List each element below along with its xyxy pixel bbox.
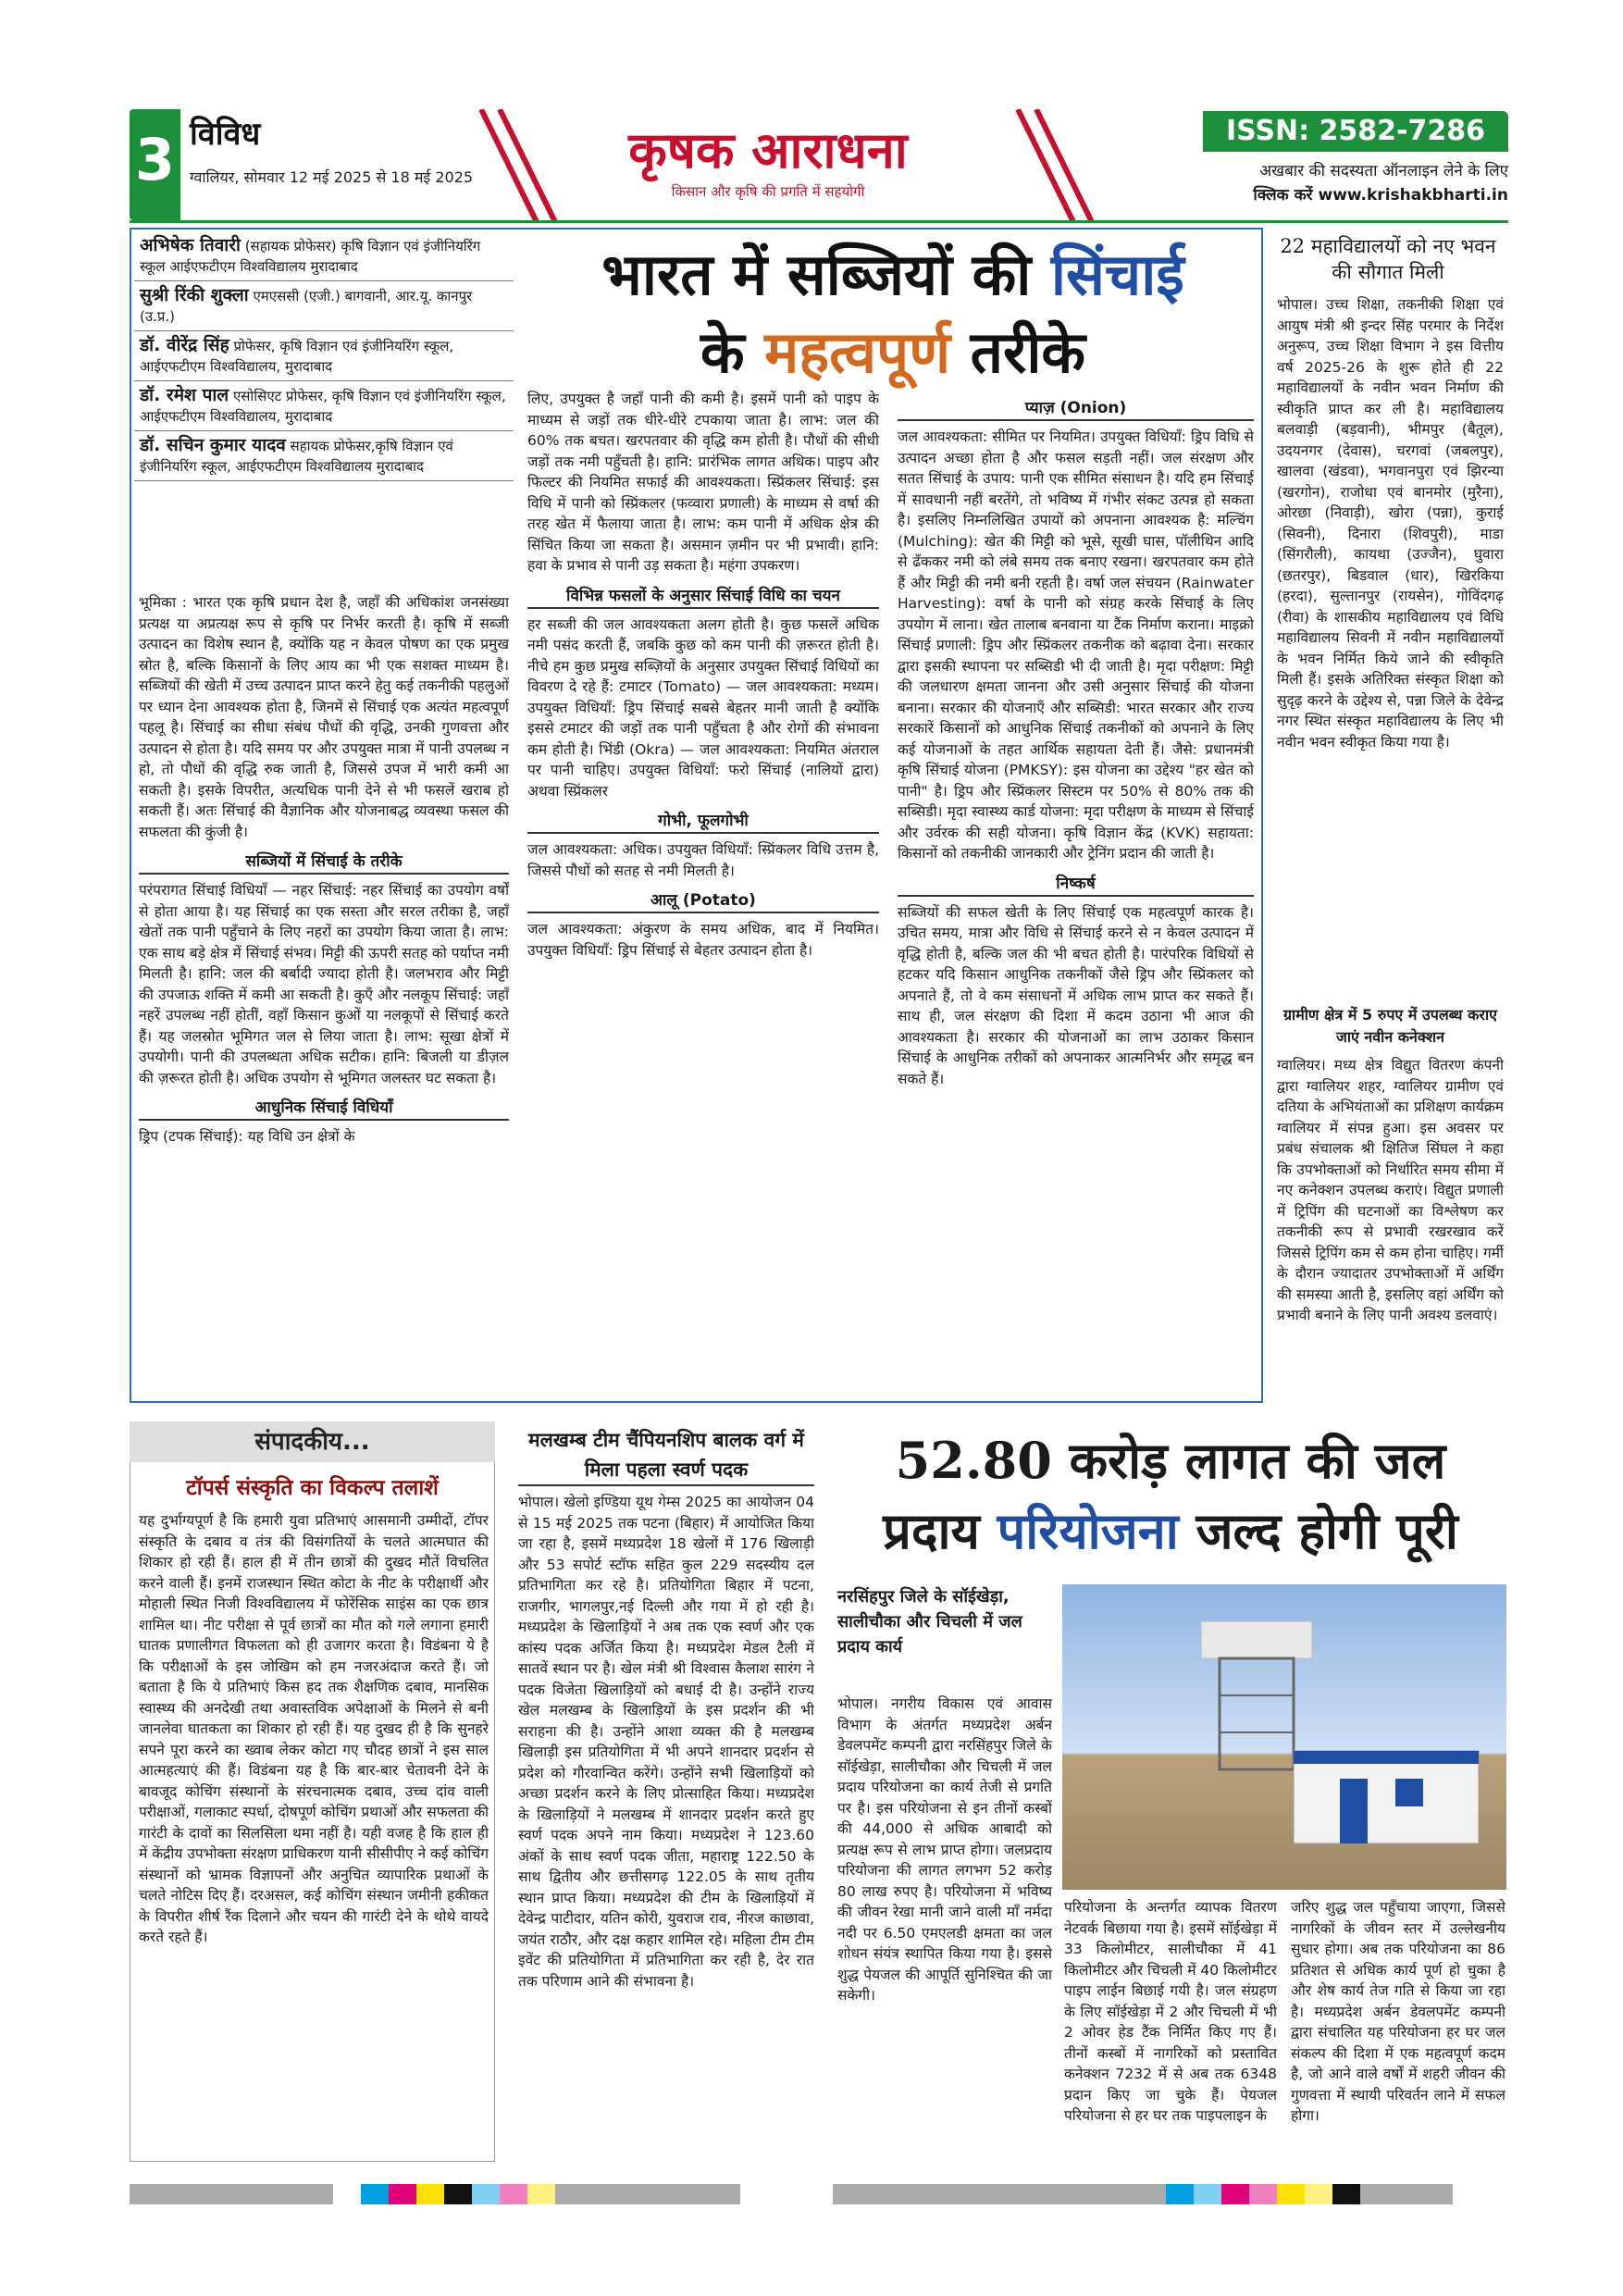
right-article-body: भोपाल। उच्च शिक्षा, तकनीकी शिक्षा एवं आयुष मंत्री श्री इन्दर सिंह परमार के निर्देश अनुरूप, उच्च शिक्षा विभाग ने इस वित्तीय वर्ष 2025-26 के शुरू होते ही 22 महाविद्यालयों के नवीन भवन निर्माण की स्वीकृति प्राप्त कर ली है। महाविद्यालय बलवाड़ी (बड़वानी), भीमपुर (बैतूल), उदयनगर (देवास), चरगवां (जबलपुर), खालवा (खंडवा), भगवानपुरा एवं झिरन्या (खरगोन), राजोधा एवं बानमोर (मुरैना), ओरछा (निवाड़ी), खोरा (पन्ना), कुराई (सिवनी), दिनारा (शिवपुरी), माडा (सिंगरौली), कायथा (उज्जैन), घुवारा (छतरपुर), बिडवाल (धार), खिरकिया (हरदा), सुल्तानपुर (रायसेन), गोविंदगढ़ (रीवा) के शासकीय महाविद्यालय एवं विधि महाविद्यालय सिवनी में नवीन महाविद्यालयों के भवन निर्मित किये जाने की स्वीकृति मिली हैं। इसके अतिरिक्त संस्कृत शिक्षा को सुदृढ़ करने के उद्देश्य से, पन्ना जिले के देवेन्द्र नगर स्थित संस्कृत महाविद्यालय के लिए भी नवीन भवन स्वीकृत किया गया है। xyxy=(1277,296,1504,751)
right-article-title: 22 महाविद्यालयों को नए भवन की सौगात मिली xyxy=(1280,235,1496,283)
header-rule xyxy=(130,220,1508,223)
website-link[interactable]: क्लिक करें www.krishakbharti.in xyxy=(1253,186,1508,205)
main-col-2: लिए, उपयुक्त है जहाँ पानी की कमी है। इसमें पानी को पाइप के माध्यम से जड़ों तक धीरे-धीरे टपकाया जाता है। लाभ: जल की 60% तक बचत। खरपतवार की वृद्धि कम होती है। पौधों की सीधी जड़ों तक नमी पहुँचती है। हानि: प्रारंभिक लागत अधिक। पाइप और फिल्टर की नियमित सफाई की आवश्यकता। स्प्रिंकलर सिंचाई: इस विधि में पानी को स्प्रिंकलर (फव्वारा प्रणाली) के माध्यम से वर्षा की तरह खेत में फैलाया जाता है। लाभ: कम पानी में अधिक क्षेत्र की सिंचित किया जा सकता है। असमान ज़मीन पर भी प्रभावी। हानि: हवा के प्रभाव से पानी उड़ सकता है। महंगा उपकरण। विभिन्न फसलों के अनुसार सिंचाई विधि का चयन हर सब्जी की जल आवश्यकता अलग होती है। कुछ फसलें अधिक नमी पसंद करती हैं, जबकि कुछ को कम पानी की ज़रूरत होती है। नीचे हम कुछ प्रमुख सब्ज़ियों के अनुसार उपयुक्त सिंचाई विधियों का विवरण दे रहे हैं: टमाटर (Tomato) — जल आवश्यकता: मध्यम। उपयुक्त विधियाँ: ड्रिप सिंचाई सबसे बेहतर मानी जाती है क्योंकि इससे टमाटर की जड़ों तक पानी पहुँचता है और रोगों की संभावना कम होती है। भिंडी (Okra) — जल आवश्यकता: नियमित अंतराल पर पानी चाहिए। उपयुक्त विधियाँ: फरो सिंचाई (नालियों द्वारा) अथवा स्प्रिंकलर गोभी, फूलगोभी जल आवश्यकता: अधिक। उपयुक्त विधियाँ: स्प्रिंकलर विधि उत्तम है, जिससे पौधों को सतह से नमी मिलती है। आलू (Potato) जल आवश्यकता: अंकुरण के समय अधिक, बाद में नियमित। उपयुक्त विधियाँ: ड्रिप सिंचाई से बेहतर उत्पादन होता है। xyxy=(527,391,879,959)
author: डॉ. सचिन कुमार यादव सहायक प्रोफेसर,कृषि विज्ञान एवं इंजीनियरिंग स्कूल, आईएफटीएम विश्वविद्यालय मुरादाबाद xyxy=(134,431,514,481)
header-stripes-right xyxy=(981,109,1147,222)
color-registration-bar-left xyxy=(130,2184,796,2204)
author: सुश्री रिंकी शुक्ला एमएससी (एजी.) बागवानी, आर.यू. कानपुर (उ.प्र.) xyxy=(134,281,514,331)
masthead-logo: कृषक आराधना xyxy=(628,120,908,180)
section-name: विविध xyxy=(190,116,261,153)
water-headline: 52.80 करोड़ लागत की जल प्रदाय परियोजना जल्द होगी पूरी xyxy=(883,1431,1458,1560)
right-article2-title: ग्रामीण क्षेत्र में 5 रुपए में उपलब्ध कराए जाएं नवीन कनेक्शन xyxy=(1283,1006,1497,1046)
editorial-title: टॉपर्स संस्कृति का विकल्प तलाशें xyxy=(186,1476,439,1500)
water-tank-photo xyxy=(1062,1584,1506,1890)
page-number: 3 xyxy=(130,109,180,220)
main-col-1: भूमिका : भारत एक कृषि प्रधान देश है, जहाँ की अधिकांश जनसंख्या प्रत्यक्ष या अप्रत्यक्ष रूप से कृषि पर निर्भर करती है। कृषि में सब्जी उत्पादन का विशेष स्थान है, क्योंकि यह न केवल पोषण का एक प्रमुख स्रोत है, बल्कि किसानों के लिए आय का भी एक सशक्त माध्यम है। सब्जियों की खेती में उच्च उत्पादन प्राप्त करने हेतु कई तकनीकी पहलुओं पर ध्यान देना आवश्यक होता है, जिनमें से सिंचाई एक अत्यंत महत्वपूर्ण पहलू है। सिंचाई का सीधा संबंध पौधों की वृद्धि, उनकी गुणवत्ता और उत्पादन से होता है। यदि समय पर और उपयुक्त मात्रा में पानी उपलब्ध न हो, तो पौधों की वृद्धि रुक जाती है, जिससे उपज में भारी कमी आ सकती है। इसके विपरीत, अत्यधिक पानी देने से भी फसलें खराब हो सकती हैं। अतः सिंचाई की वैज्ञानिक और योजनाबद्ध व्यवस्था फसल की सफलता की कुंजी है। सब्जियों में सिंचाई के तरीके परंपरागत सिंचाई विधियाँ — नहर सिंचाई: नहर सिंचाई का उपयोग वर्षों से होता आया है। यह सिंचाई का एक सस्ता और सरल तरीका है, जहाँ खेतों तक पानी पहुँचाने के लिए नहरों का उपयोग किया जाता है। लाभ: एक साथ बड़े क्षेत्र में सिंचाई संभव। मिट्टी की ऊपरी सतह को पर्याप्त नमी मिलती है। हानि: जल की बर्बादी ज्यादा होती है। जलभराव और मिट्टी की उपजाऊ शक्ति में कमी आ सकती है। कुएँ और नलकूप सिंचाई: जहाँ नहरें उपलब्ध नहीं होतीं, वहाँ किसान कुओं या नलकूपों से सिंचाई करते हैं। यह जलस्रोत भूमिगत जल से लिया जाता है। लाभ: सूखा क्षेत्रों में उपयोगी। पानी की उपलब्धता अधिक सटीक। हानि: बिजली या डीज़ल की ज़रूरत होती है। अधिक उपयोग से भूमिगत जलस्तर घट सकता है। आधुनिक सिंचाई विधियाँ ड्रिप (टपक सिंचाई): यह विधि उन क्षेत्रों के xyxy=(139,594,509,1145)
mallakhamb-title: मलखम्ब टीम चैंपियनशिप बालक वर्ग में मिला पहला स्वर्ण पदक xyxy=(518,1425,814,1486)
editorial-kicker: संपादकीय... xyxy=(130,1421,495,1462)
author: डॉ. वीरेंद्र सिंह प्रोफेसर, कृषि विज्ञान एवं इंजीनियरिंग स्कूल, आईएफटीएम विश्वविद्यालय, मुरादाबाद xyxy=(134,331,514,381)
water-tank-illustration xyxy=(1062,1584,1506,1890)
right-article2-body: ग्वालियर। मध्य क्षेत्र विद्युत वितरण कंपनी द्वारा ग्वालियर शहर, ग्वालियर ग्रामीण एवं दतिया के अभियंताओं का प्रशिक्षण कार्यक्रम ग्वालियर में संपन्न हुआ। इस अवसर पर प्रबंध संचालक श्री क्षितिज सिंघल ने कहा कि उपभोक्ताओं को निर्धारित समय सीमा में नए कनेक्शन उपलब्ध कराएं। विद्युत प्रणाली में ट्रिपिंग की घटनाओं का विश्लेषण कर तकनीकी रूप से प्रभावी रखरखाव करें जिससे ट्रिपिंग कम से कम होना चाहिए। गर्मी के दौरान ज्यादातर उपभोक्ताओं में अर्थिंग की समस्या आती है, इसलिए वहां अर्थिंग को प्रभावी बनाने के लिए पानी अवश्य डलवाएं। xyxy=(1277,1057,1504,1323)
dateline: ग्वालियर, सोमवार 12 मई 2025 से 18 मई 2025 xyxy=(190,168,474,186)
mallakhamb-body: भोपाल। खेलो इण्डिया यूथ गेम्स 2025 का आयोजन 04 से 15 मई 2025 तक पटना (बिहार) में आयोजित किया जा रहा है, इसमें मध्यप्रदेश 18 खेलों में 176 खिलाड़ी और 53 सपोर्ट स्टॉफ सहित कुल 229 सदस्यीय दल प्रतिभागिता कर रहे है। प्रतियोगिता बिहार में पटना, राजगीर, भागलपुर,नई दिल्ली और गया में हो रही है। मध्यप्रदेश के खिलाड़ियों ने अब तक एक स्वर्ण और एक कांस्य पदक अर्जित किया है। मध्यप्रदेश मेडल टैली में सातवें स्थान पर है। खेल मंत्री श्री विश्वास कैलाश सारंग ने पदक विजेता खिलाड़ियों को बधाई दी है। उन्होंने राज्य खेल मलखम्ब के खिलाड़ियों के इस प्रदर्शन की भी सराहना की है। उन्होंने आशा व्यक्त की है मलखम्ब खिलाड़ी इस प्रतियोगिता में भी अपने शानदार प्रदर्शन से प्रदेश को गौरवान्वित करेंगे। उन्होंने सभी खिलाड़ियों को अच्छा प्रदर्शन करने के लिए प्रोत्साहित किया। मध्यप्रदेश के खिलाड़ियों ने मलखम्ब में शानदार प्रदर्शन करते हुए स्वर्ण पदक अपने नाम किया। मध्यप्रदेश ने 123.60 अंकों के साथ स्वर्ण पदक जीता, महाराष्ट्र 122.50 के साथ द्वितीय और छत्तीसगढ़ 122.05 के साथ तृतीय स्थान प्राप्त किया। मध्यप्रदेश की टीम के खिलाड़ियों में देवेन्द्र पाटीदार, यतिन कोरी, युवराज राव, नीरज काछावा, जयंत राठौर, और दक्ष कहार शामिल रहे। महिला टीम टीम इवेंट की प्रतियोगिता में प्रतिभागिता कर रही है, देर रात तक परिणाम आने की संभावना है। xyxy=(518,1494,814,1990)
editorial-body: यह दुर्भाग्यपूर्ण है कि हमारी युवा प्रतिभाएं आसमानी उम्मीदों, टॉपर संस्कृति के दबाव व तंत्र की विसंगतियों के चलते आत्मघात की शिकार हो रही हैं। हाल ही में तीन छात्रों की दुखद मौतें विचलित करने वाली हैं। इनमें राजस्थान स्थित कोटा के नीट के परीक्षार्थी और मोहाली स्थित निजी विश्वविद्यालय में फोरेंसिक साइंस का एक छात्र शामिल था। नीट परीक्षा से पूर्व छात्रों का मौत को गले लगाना हमारी घातक प्रणालीगत विफलता को ही उजागर करता है। विडंबना ये है कि परीक्षाओं के इस जोखिम को हम नजरअंदाज करते हैं। जो बताता है कि ये प्रतिभाएं किस हद तक शैक्षणिक दबाव, मानसिक स्वास्थ्य की अनदेखी तथा अवास्तविक अपेक्षाओं के मिलने से बनी जानलेवा घातकता का शिकार हो रही हैं। यह दुखद ही है कि सुनहरे सपने पूरा करने का ख्वाब लेकर कोटा गए चौदह छात्रों ने इस साल आत्महत्याएं की हैं। विडंबना यह है कि बार-बार चेतावनी देने के बावजूद कोचिंग संस्थानों के संरचनात्मक दबाव, उच्च दांव वाली परीक्षाओं, गलाकाट स्पर्धा, दोषपूर्ण कोचिंग प्रथाओं और सफलता की गारंटी के दावों का सिलसिला थमा नहीं है। यही वजह है कि हाल ही में केंद्रीय उपभोक्ता संरक्षण प्राधिकरण यानी सीसीपीए ने कई कोचिंग संस्थानों को भ्रामक विज्ञापनों और अनुचित व्यापारिक प्रथाओं के चलते नोटिस दिए हैं। दरअसल, कई कोचिंग संस्थान जमीनी हकीकत के विपरीत शीर्ष रैंक दिलाने और चयन की गारंटी देने के थोथे वायदे करते रहते हैं। xyxy=(139,1512,489,1945)
water-col-2: परियोजना के अन्तर्गत व्यापक वितरण नेटवर्क बिछाया गया है। इसमें सॉईखेड़ा में 33 किलोमीटर, सालीचौका में 41 किलोमीटर और चिचली में 40 किलोमीटर पाइप लाईन बिछाई गयी है। जल संग्रहण के लिए सॉईखेड़ा में 2 और चिचली में भी 2 ओवर हेड टैंक निर्मित किए गए हैं। तीनों कस्बों में नागरिकों को प्रस्तावित कनेक्शन 7232 में से अब तक 6348 प्रदान किए जा चुके हैं। पेयजल परियोजना से हर घर तक पाइपलाइन के xyxy=(1064,1899,1277,2124)
header-stripes xyxy=(472,109,574,222)
author: अभिषेक तिवारी (सहायक प्रोफेसर) कृषि विज्ञान एवं इंजीनियरिंग स्कूल आईएफटीएम विश्वविद्यालय मुरादाबाद xyxy=(134,231,514,281)
color-registration-bar-right xyxy=(833,2184,1508,2204)
water-subtitle: नरसिंहपुर जिले के सॉईखेड़ा, सालीचौका और चिचली में जल प्रदाय कार्य xyxy=(837,1587,1022,1657)
author: डॉ. रमेश पाल एसोसिएट प्रोफेसर, कृषि विज्ञान एवं इंजीनियरिंग स्कूल, आईएफटीएम विश्वविद्यालय, मुरादाबाद xyxy=(134,381,514,431)
main-col-3: प्याज़ (Onion) जल आवश्यकता: सीमित पर नियमित। उपयुक्त विधियाँ: ड्रिप विधि से उत्पादन अच्छा होता है और फसल सड़ती नहीं। जल संरक्षण और सतत सिंचाई के उपाय: पानी एक सीमित संसाधन है। यदि हम सिंचाई में सावधानी नहीं बरतेंगे, तो भविष्य में गंभीर संकट उत्पन्न हो सकता है। इसलिए निम्नलिखित उपायों को अपनाना आवश्यक है: मल्चिंग (Mulching): खेत की मिट्टी को भूसे, सूखी घास, पॉलीथिन आदि से ढँककर नमी को लंबे समय तक बनाए रखना। खरपतवार कम होते हैं और मिट्टी की नमी बनी रहती है। वर्षा जल संचयन (Rainwater Harvesting): वर्षा के पानी को संग्रह करके सिंचाई के लिए उपयोग में लाना। खेत तालाब बनवाना या टैंक निर्माण कराना। माइक्रो सिंचाई प्रणाली: ड्रिप और स्प्रिंकलर तकनीक को बढ़ावा देना। सरकार द्वारा इसकी स्थापना पर सब्सिडी भी दी जाती है। मृदा परीक्षण: मिट्टी की जलधारण क्षमता जानना और उसी अनुसार सिंचाई की योजना बनाना। सरकार की योजनाएँ और सब्सिडी: भारत सरकार और राज्य सरकारें किसानों को आधुनिक सिंचाई तकनीकों को अपनाने के लिए कई योजनाओं के तहत आर्थिक सहायता देती हैं। जैसे: प्रधानमंत्री कृषि सिंचाई योजना (PMKSY): इस योजना का उद्देश्य "हर खेत को पानी" है। ड्रिप और स्प्रिंकलर सिस्टम पर 50% से 80% तक की सब्सिडी। मृदा स्वास्थ्य कार्ड योजना: मृदा परीक्षण के माध्यम से सिंचाई और उर्वरक की सही योजना। कृषि विज्ञान केंद्र (KVK) सहायता: किसानों को तकनीकी जानकारी और ट्रेनिंग प्रदान की जाती है। निष्कर्ष सब्जियों की सफल खेती के लिए सिंचाई एक महत्वपूर्ण कारक है। उचित समय, मात्रा और विधि से सिंचाई करने से न केवल उत्पादन में वृद्धि होती है, बल्कि जल की भी बचत होती है। पारंपरिक विधियों से हटकर यदि किसान आधुनिक तकनीकों जैसे ड्रिप और स्प्रिंकलर को अपनाते हैं, तो वे कम संसाधनों में अधिक लाभ प्राप्त कर सकते हैं। साथ ही, जल संरक्षण की दिशा में कदम उठाना भी आज की आवश्यकता है। सरकार की योजनाओं का लाभ उठाकर किसान सिंचाई के आधुनिक तरीकों को अपनाकर आत्मनिर्भर और समृद्ध बन सकते हैं। xyxy=(898,389,1254,1397)
issn-badge: ISSN: 2582-7286 xyxy=(1203,111,1508,152)
water-col-3: जरिए शुद्ध जल पहुँचाया जाएगा, जिससे नागरिकों के जीवन स्तर में उल्लेखनीय सुधार होगा। अब तक परियोजना का 86 प्रतिशत से अधिक कार्य पूर्ण हो चुका है और शेष कार्य तेज गति से किया जा रहा है। मध्यप्रदेश अर्बन डेवलपमेंट कम्पनी द्वारा संचालित यह परियोजना हर घर जल संकल्प की दिशा में एक महत्वपूर्ण कदम है, जो आने वाले वर्षों में शहरी जीवन की गुणवत्ता में स्थायी परिवर्तन लाने में सफल होगा। xyxy=(1291,1899,1505,2124)
water-col-1: भोपाल। नगरीय विकास एवं आवास विभाग के अंतर्गत मध्यप्रदेश अर्बन डेवलपमेंट कम्पनी द्वारा नरसिंहपुर जिले के सॉईखेड़ा, सालीचौका और चिचली में जल प्रदाय परियोजना का कार्य तेजी से प्रगति पर है। इस परियोजना से इन तीनों कस्बों की 44,000 से अधिक आबादी को प्रत्यक्ष रूप से लाभ प्राप्त होगा। जलप्रदाय परियोजना की लागत लगभग 52 करोड़ 80 लाख रुपए है। परियोजना में भविष्य की जीवन रेखा मानी जाने वाली माँ नर्मदा नदी पर 6.50 एमएलडी क्षमता का जल शोधन संयंत्र स्थापित किया गया है। इससे शुद्ध पेयजल की आपूर्ति सुनिश्चित की जा सकेगी। xyxy=(837,1695,1052,2004)
main-headline: भारत में सब्जियों की सिंचाई के महत्वपूर्ण तरीके xyxy=(601,241,1184,386)
masthead-tagline: किसान और कृषि की प्रगति में सहयोगी xyxy=(671,183,865,200)
subscribe-text: अखबार की सदस्यता ऑनलाइन लेने के लिए xyxy=(1259,162,1508,180)
author-list xyxy=(134,231,514,481)
